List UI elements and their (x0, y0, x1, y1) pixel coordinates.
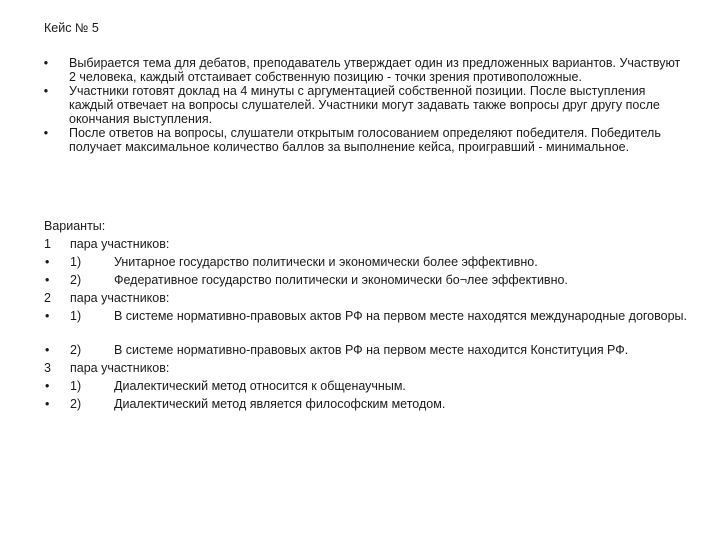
variant-row (44, 341, 684, 359)
variant-number: 1) (70, 379, 82, 393)
variant-text: Диалектический метод относится к общенаучным. (114, 379, 406, 393)
variant-number: 2) (70, 273, 82, 287)
variant-text: В системе нормативно-правовых актов РФ на первом месте находятся международные договоры. (114, 309, 687, 323)
variant-row (44, 395, 684, 413)
variants-section (44, 217, 687, 413)
bullet-icon: • (45, 273, 50, 287)
pair-number: 3 (44, 361, 51, 375)
variant-number: 1) (70, 255, 82, 269)
variant-number: 2) (70, 397, 82, 411)
rule-item (44, 56, 684, 84)
variant-number: 2) (70, 343, 82, 357)
case-title: Кейс № 5 (44, 21, 99, 35)
variant-row (44, 253, 684, 271)
pair-number: 1 (44, 237, 51, 251)
bullet-icon: • (45, 255, 50, 269)
bullet-icon: • (45, 309, 50, 323)
rule-item (44, 126, 684, 154)
bullet-icon: • (45, 379, 50, 393)
variant-text: В системе нормативно-правовых актов РФ на первом месте находится Конституция РФ. (114, 343, 629, 357)
variant-number: 1) (70, 309, 82, 323)
variant-text: пара участников: (70, 361, 170, 375)
pair-number: 2 (44, 291, 51, 305)
bullet-icon: • (43, 56, 49, 70)
bullet-icon: • (43, 126, 49, 140)
variant-row (44, 235, 684, 253)
variant-row (44, 289, 684, 307)
variant-text: пара участников: (70, 291, 170, 305)
rule-text: Участники готовят доклад на 4 минуты с аргументацией собственной позиции. После выступления каждый отвечает на вопросы слушателей. Участники могут задавать также вопросы друг другу после окончания выступления. (69, 84, 660, 126)
rule-item (44, 84, 684, 126)
rule-text: После ответов на вопросы, слушатели открытым голосованием определяют победителя. Победитель получает максимальное количество баллов за выполнение кейса, проигравший - минимальное. (69, 126, 661, 154)
variants-heading (44, 217, 684, 235)
variant-text: Федеративное государство политически и экономически бо¬лее эффективно. (114, 273, 568, 287)
variant-row (44, 307, 687, 341)
variant-row (44, 377, 684, 395)
variant-row (44, 359, 684, 377)
variants-heading-text: Варианты: (44, 219, 106, 233)
variant-text: пара участников: (70, 237, 170, 251)
rules-list (44, 56, 684, 154)
variant-row (44, 271, 684, 289)
variant-text: Унитарное государство политически и экономически более эффективно. (114, 255, 538, 269)
bullet-icon: • (43, 84, 49, 98)
variant-text: Диалектический метод является философским методом. (114, 397, 446, 411)
bullet-icon: • (45, 343, 50, 357)
rule-text: Выбирается тема для дебатов, преподаватель утверждает один из предложенных вариантов. Участвуют 2 человека, каждый отстаивает собственную позицию - точки зрения противоположные. (69, 56, 681, 84)
bullet-icon: • (45, 397, 50, 411)
